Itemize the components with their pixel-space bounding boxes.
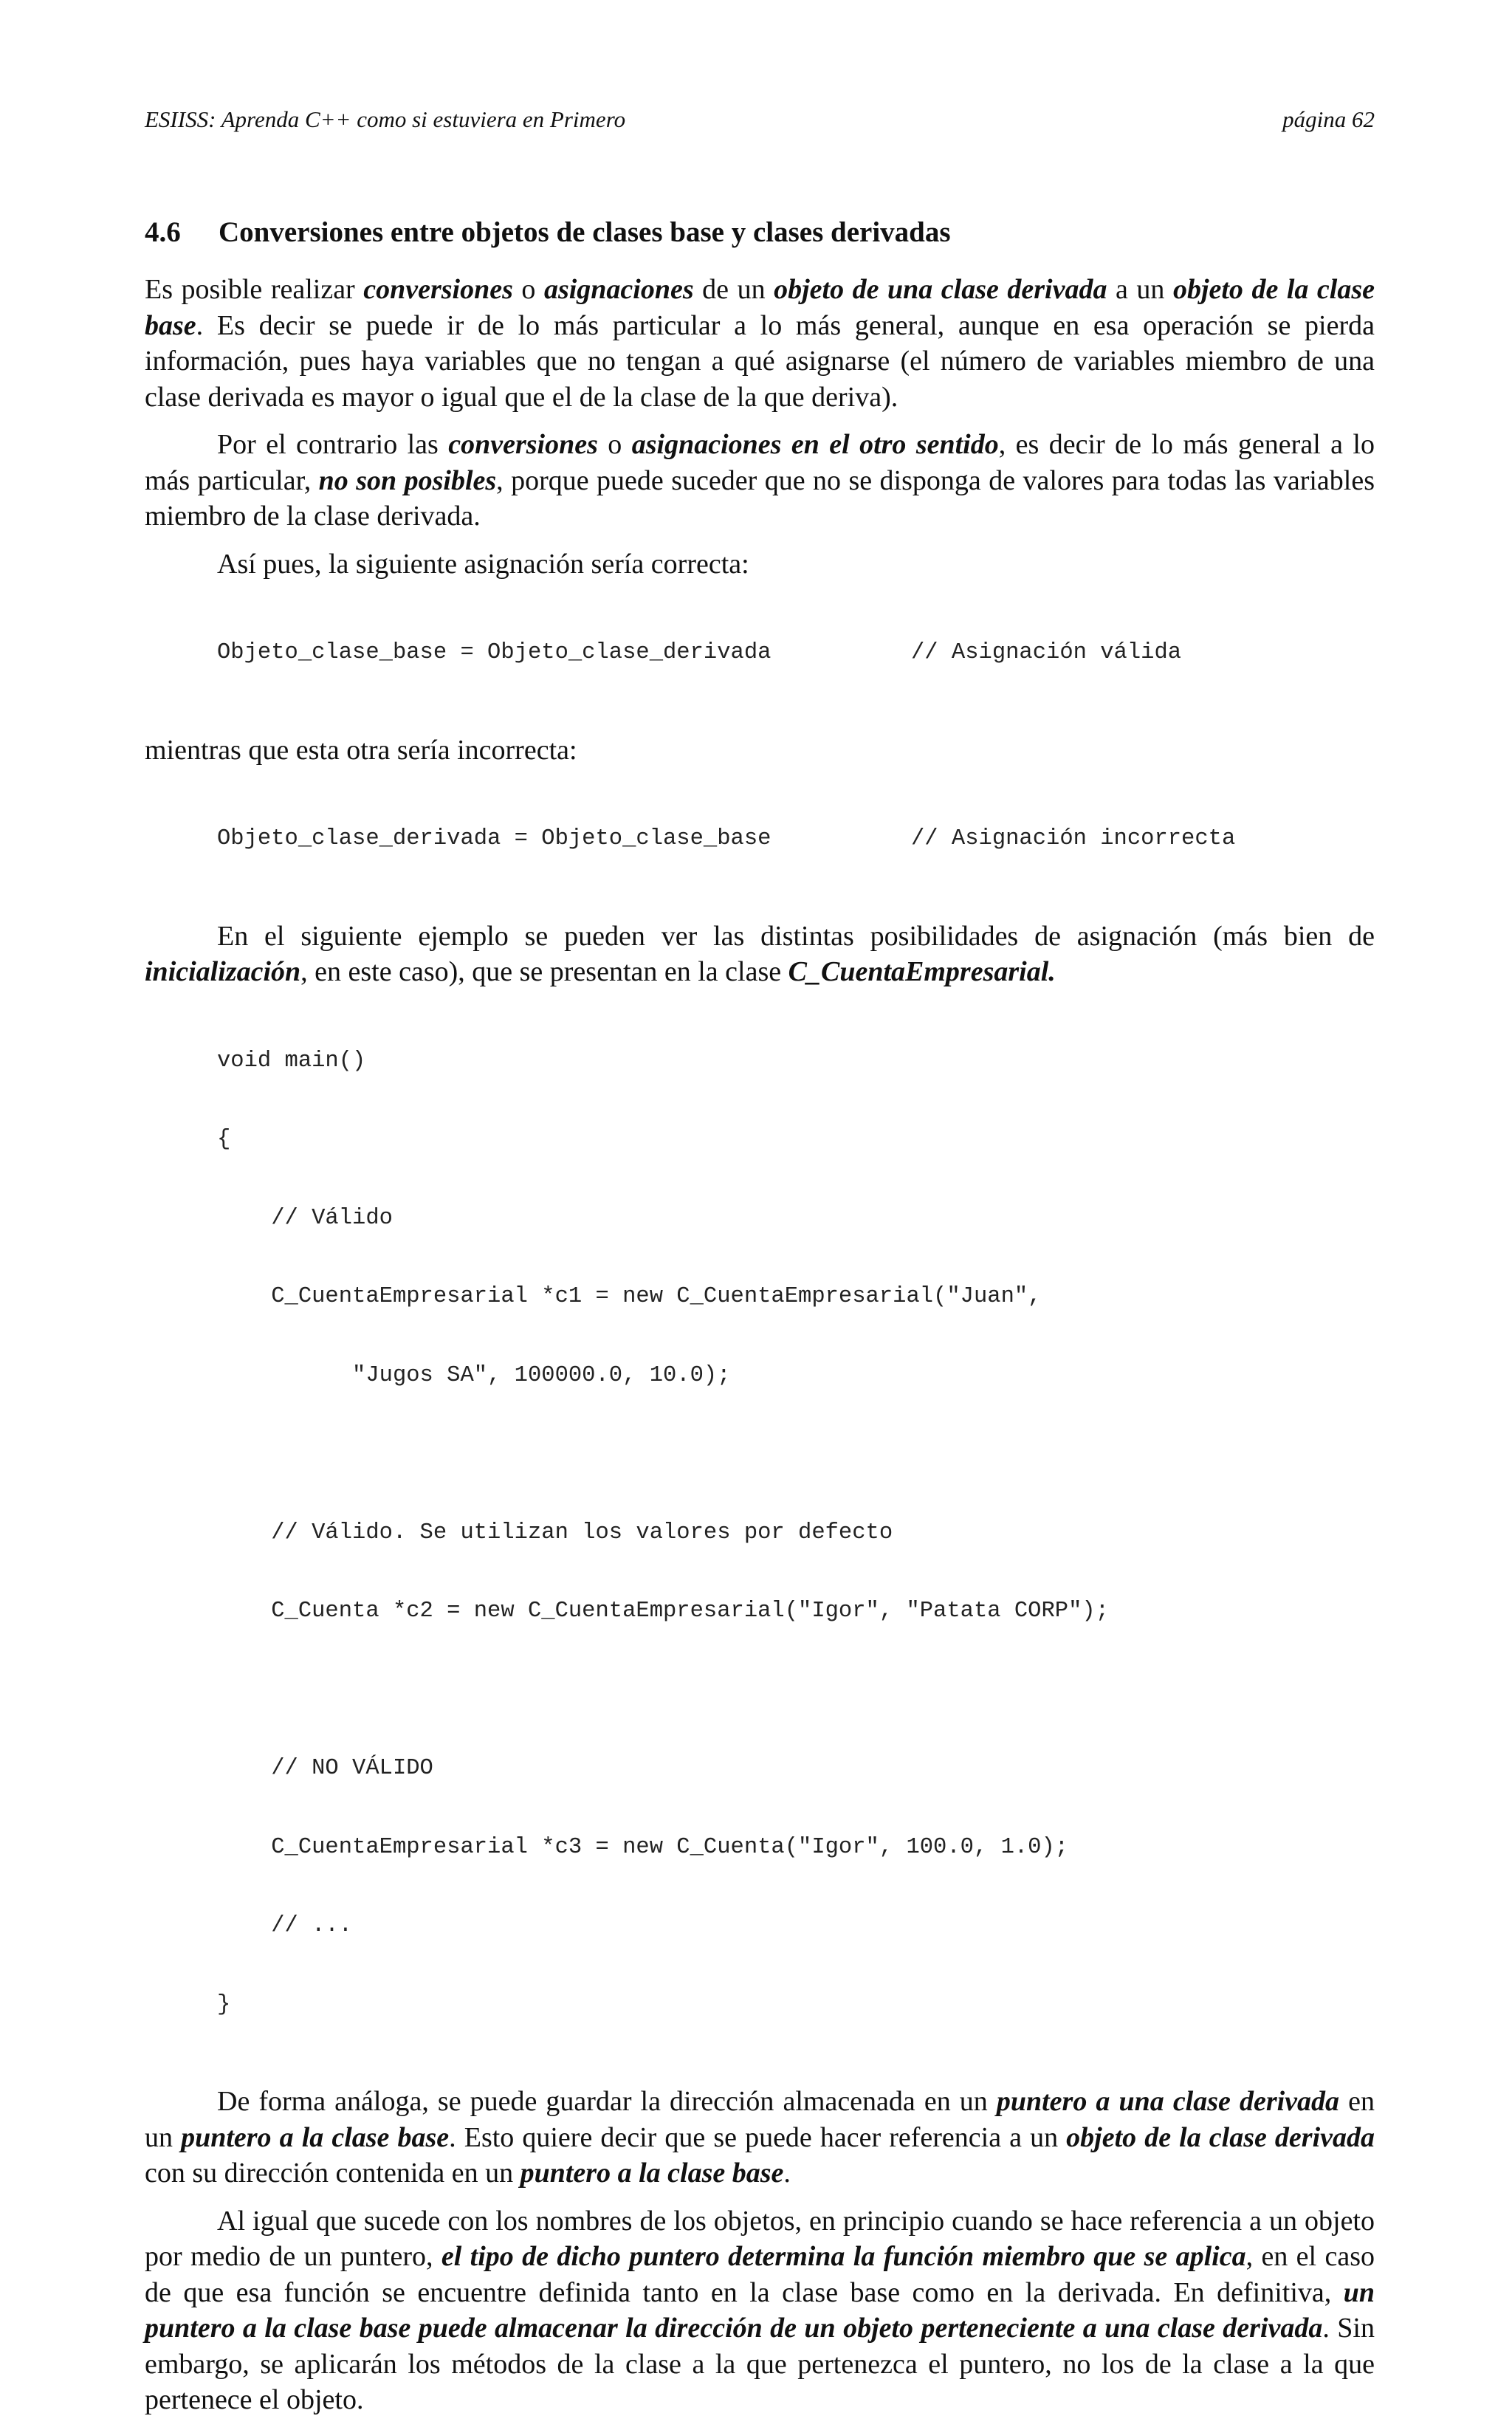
emphasis: objeto de una clase derivada <box>774 274 1107 305</box>
paragraph-7 <box>145 2203 1375 2418</box>
text-run: En el siguiente ejemplo se pueden ver las distintas posibilidades de asignación (más bien de <box>217 920 1375 952</box>
code-line: // Válido <box>217 1205 393 1231</box>
emphasis: puntero a una clase derivada <box>996 2086 1340 2117</box>
emphasis: conversiones <box>448 429 598 460</box>
section-title: Conversiones entre objetos de clases base y clases derivadas <box>219 216 951 248</box>
code-statement: Objeto_clase_derivada = Objeto_clase_base <box>217 826 772 851</box>
text-run: de un <box>693 274 774 305</box>
code-line: C_CuentaEmpresarial *c1 = new C_CuentaEmpresarial("Juan", <box>217 1284 1042 1309</box>
code-line: C_CuentaEmpresarial *c3 = new C_Cuenta("Igor", 100.0, 1.0); <box>217 1834 1069 1860</box>
code-statement: Objeto_clase_base = Objeto_clase_derivada <box>217 640 772 665</box>
text-run: Por el contrario las <box>217 429 449 460</box>
code-line: // ... <box>217 1913 353 1938</box>
header-title: ESIISS: Aprenda C++ como si estuviera en Primero <box>145 106 626 132</box>
emphasis: el tipo de dicho puntero determina la función miembro que se aplica <box>441 2241 1246 2272</box>
paragraph-6 <box>145 2084 1375 2192</box>
code-line: } <box>217 1991 231 2017</box>
emphasis: asignaciones en el otro sentido <box>631 429 999 460</box>
emphasis: C_CuentaEmpresarial. <box>788 956 1056 987</box>
code-comment: // Asignación válida <box>911 640 1182 665</box>
text-run: , es decir de lo más general a lo más particular, <box>145 429 1375 496</box>
emphasis: puntero a la clase base <box>181 2121 450 2153</box>
code-line <box>217 1441 1375 1468</box>
code-line: // Válido. Se utilizan los valores por defecto <box>217 1520 893 1545</box>
code-line: void main() <box>217 1048 366 1074</box>
code-line <box>217 1678 1375 1704</box>
text-run: , en este caso), que se presentan en la clase <box>300 956 788 987</box>
paragraph-3: Así pues, la siguiente asignación sería correcta: <box>217 548 749 580</box>
emphasis: conversiones <box>363 274 513 305</box>
paragraph-4: mientras que esta otra sería incorrecta: <box>145 734 577 766</box>
text-run: . Esto quiere decir que se puede hacer referencia a un <box>449 2121 1067 2153</box>
text-run: Es posible realizar <box>145 274 364 305</box>
text-run: a un <box>1107 274 1173 305</box>
text-run: en un <box>145 2086 1375 2153</box>
code-example-main <box>217 996 1375 2071</box>
code-invalid-assignment <box>217 774 1375 905</box>
text-run: o <box>512 274 544 305</box>
emphasis: asignaciones <box>543 274 694 305</box>
page-content <box>145 214 1375 2430</box>
code-line: C_Cuenta *c2 = new C_CuentaEmpresarial("Igor", "Patata CORP"); <box>217 1599 1109 1624</box>
paragraph-5 <box>145 919 1375 990</box>
code-valid-assignment <box>217 588 1375 719</box>
text-run: . <box>783 2158 791 2189</box>
text-run: . Sin embargo, se aplicarán los métodos de la clase a la que pertenezca el puntero, no los de la clase a la que pertenece el objeto. <box>145 2313 1375 2415</box>
code-line: "Jugos SA", 100000.0, 10.0); <box>217 1362 731 1388</box>
page-number: página 62 <box>1282 106 1375 132</box>
page-header <box>145 105 1375 134</box>
paragraph-2 <box>145 427 1375 535</box>
code-line: { <box>217 1127 231 1152</box>
emphasis: objeto de la clase derivada <box>1066 2121 1375 2153</box>
text-run: De forma análoga, se puede guardar la dirección almacenada en un <box>217 2086 997 2117</box>
code-line: // NO VÁLIDO <box>217 1756 433 1781</box>
emphasis: no son posibles <box>318 464 497 496</box>
text-run: , en el caso de que esa función se encuentre definida tanto en la clase base como en la derivada. En definitiva, <box>145 2241 1375 2308</box>
emphasis: objeto de la clase base <box>145 274 1375 341</box>
paragraph-1 <box>145 272 1375 415</box>
text-run: . Es decir se puede ir de lo más particular a lo más general, aunque en esa operación se pierda información, pues haya variables que no tengan a qué asignarse (el número de variables miembro de una clase derivada es mayor o igual que el de la clase de la que deriva). <box>145 309 1375 413</box>
emphasis: inicialización <box>145 956 301 987</box>
text-run: con su dirección contenida en un <box>145 2158 520 2189</box>
text-run: Al igual que sucede con los nombres de los objetos, en principio cuando se hace referencia a un objeto por medio de un puntero, <box>145 2205 1375 2272</box>
emphasis: un puntero a la clase base puede almacenar la dirección de un objeto perteneciente a una clase derivada <box>145 2276 1375 2344</box>
code-comment: // Asignación incorrecta <box>911 826 1236 851</box>
section-heading <box>145 214 1375 251</box>
text-run: , porque puede suceder que no se disponga de valores para todas las variables miembro de la clase derivada. <box>145 464 1375 532</box>
emphasis: puntero a la clase base <box>520 2158 784 2189</box>
section-number: 4.6 <box>145 216 181 248</box>
text-run: o <box>597 429 632 460</box>
